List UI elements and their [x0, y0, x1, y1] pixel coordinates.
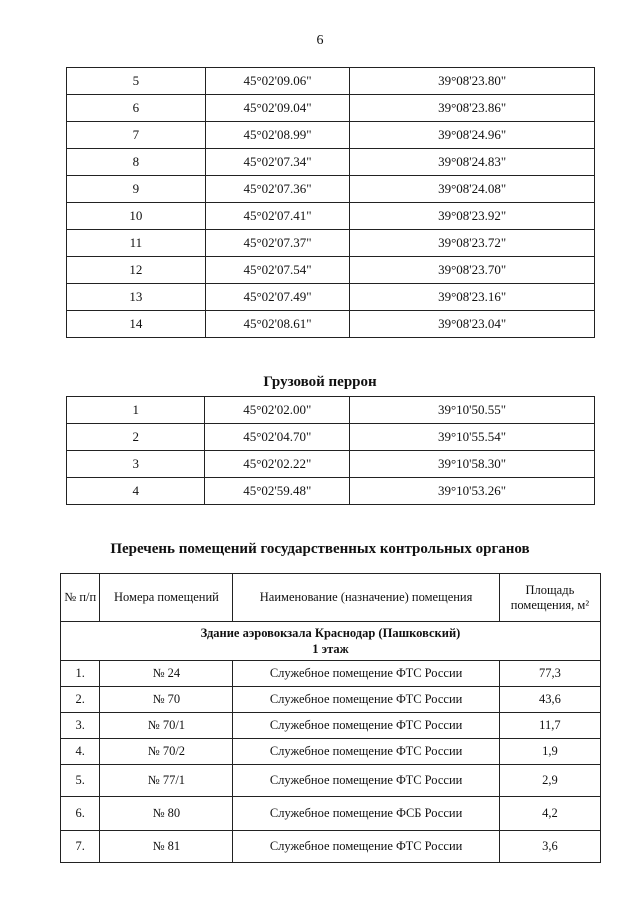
longitude: 39°08'23.80": [350, 68, 595, 95]
room-number: № 81: [100, 831, 233, 863]
table-row: [61, 739, 601, 765]
building-name: Здание аэровокзала Краснодар (Пашковский): [200, 626, 461, 640]
header-name: Наименование (назначение) помещения: [233, 574, 499, 622]
table-row: [67, 424, 595, 451]
table-row: [61, 831, 601, 863]
table-row: [67, 95, 595, 122]
room-area: 77,3: [499, 661, 600, 687]
latitude: 45°02'09.04": [205, 95, 350, 122]
latitude: 45°02'07.54": [205, 257, 350, 284]
header-num: № п/п: [61, 574, 100, 622]
row-number: 7.: [61, 831, 100, 863]
longitude: 39°08'23.92": [350, 203, 595, 230]
table-row: [67, 176, 595, 203]
longitude: 39°10'53.26": [350, 478, 595, 505]
longitude: 39°08'24.83": [350, 149, 595, 176]
page-number: 6: [316, 33, 324, 48]
longitude: 39°10'50.55": [350, 397, 595, 424]
room-area: 3,6: [499, 831, 600, 863]
longitude: 39°08'23.86": [350, 95, 595, 122]
longitude: 39°10'58.30": [350, 451, 595, 478]
latitude: 45°02'02.00": [205, 397, 350, 424]
point-number: 1: [67, 397, 205, 424]
row-number: 3.: [61, 713, 100, 739]
room-purpose: Служебное помещение ФСБ России: [233, 797, 499, 831]
rooms-table-body: [61, 622, 601, 863]
table-row: [67, 284, 595, 311]
table-row: [67, 478, 595, 505]
room-purpose: Служебное помещение ФТС России: [233, 713, 499, 739]
point-number: 11: [67, 230, 206, 257]
room-area: 43,6: [499, 687, 600, 713]
longitude: 39°08'24.96": [350, 122, 595, 149]
table-row: [67, 230, 595, 257]
room-area: 1,9: [499, 739, 600, 765]
point-number: 7: [67, 122, 206, 149]
table-row: [61, 687, 601, 713]
table-row: [61, 797, 601, 831]
room-number: № 70: [100, 687, 233, 713]
room-area: 2,9: [499, 765, 600, 797]
point-number: 14: [67, 311, 206, 338]
latitude: 45°02'07.37": [205, 230, 350, 257]
floor-label: 1 этаж: [312, 642, 349, 656]
cargo-apron-heading: Грузовой перрон: [263, 374, 377, 390]
table-row: [67, 203, 595, 230]
point-number: 10: [67, 203, 206, 230]
building-row: [61, 622, 601, 661]
latitude: 45°02'08.99": [205, 122, 350, 149]
point-number: 4: [67, 478, 205, 505]
room-purpose: Служебное помещение ФТС России: [233, 661, 499, 687]
point-number: 13: [67, 284, 206, 311]
longitude: 39°08'23.70": [350, 257, 595, 284]
latitude: 45°02'59.48": [205, 478, 350, 505]
table-row: [67, 68, 595, 95]
latitude: 45°02'09.06": [205, 68, 350, 95]
longitude: 39°08'23.04": [350, 311, 595, 338]
room-purpose: Служебное помещение ФТС России: [233, 831, 499, 863]
row-number: 5.: [61, 765, 100, 797]
room-area: 11,7: [499, 713, 600, 739]
latitude: 45°02'07.41": [205, 203, 350, 230]
rooms-table-header-row: [61, 574, 601, 622]
latitude: 45°02'07.34": [205, 149, 350, 176]
table-row: [67, 451, 595, 478]
longitude: 39°08'23.72": [350, 230, 595, 257]
latitude: 45°02'08.61": [205, 311, 350, 338]
row-number: 1.: [61, 661, 100, 687]
coordinates-table: [66, 67, 595, 338]
row-number: 4.: [61, 739, 100, 765]
point-number: 9: [67, 176, 206, 203]
point-number: 8: [67, 149, 206, 176]
point-number: 3: [67, 451, 205, 478]
latitude: 45°02'04.70": [205, 424, 350, 451]
rooms-table: [60, 573, 601, 863]
room-area: 4,2: [499, 797, 600, 831]
table-row: [61, 713, 601, 739]
table-row: [67, 257, 595, 284]
table-row: [61, 661, 601, 687]
building-cell: [61, 622, 601, 661]
room-purpose: Служебное помещение ФТС России: [233, 687, 499, 713]
point-number: 2: [67, 424, 205, 451]
room-purpose: Служебное помещение ФТС России: [233, 765, 499, 797]
table-row: [67, 397, 595, 424]
room-number: № 80: [100, 797, 233, 831]
cargo-coordinates-table-body: [67, 397, 595, 505]
table-row: [67, 311, 595, 338]
point-number: 5: [67, 68, 206, 95]
longitude: 39°08'24.08": [350, 176, 595, 203]
room-number: № 70/1: [100, 713, 233, 739]
cargo-coordinates-table: [66, 396, 595, 505]
row-number: 2.: [61, 687, 100, 713]
latitude: 45°02'07.36": [205, 176, 350, 203]
coordinates-table-body: [67, 68, 595, 338]
rooms-list-heading: Перечень помещений государственных контрольных органов: [110, 541, 530, 557]
latitude: 45°02'07.49": [205, 284, 350, 311]
row-number: 6.: [61, 797, 100, 831]
latitude: 45°02'02.22": [205, 451, 350, 478]
room-purpose: Служебное помещение ФТС России: [233, 739, 499, 765]
point-number: 6: [67, 95, 206, 122]
header-rooms: Номера помещений: [100, 574, 233, 622]
table-row: [67, 149, 595, 176]
table-row: [61, 765, 601, 797]
room-number: № 24: [100, 661, 233, 687]
room-number: № 77/1: [100, 765, 233, 797]
longitude: 39°08'23.16": [350, 284, 595, 311]
room-number: № 70/2: [100, 739, 233, 765]
header-area: Площадь помещения, м²: [499, 574, 600, 622]
longitude: 39°10'55.54": [350, 424, 595, 451]
point-number: 12: [67, 257, 206, 284]
table-row: [67, 122, 595, 149]
